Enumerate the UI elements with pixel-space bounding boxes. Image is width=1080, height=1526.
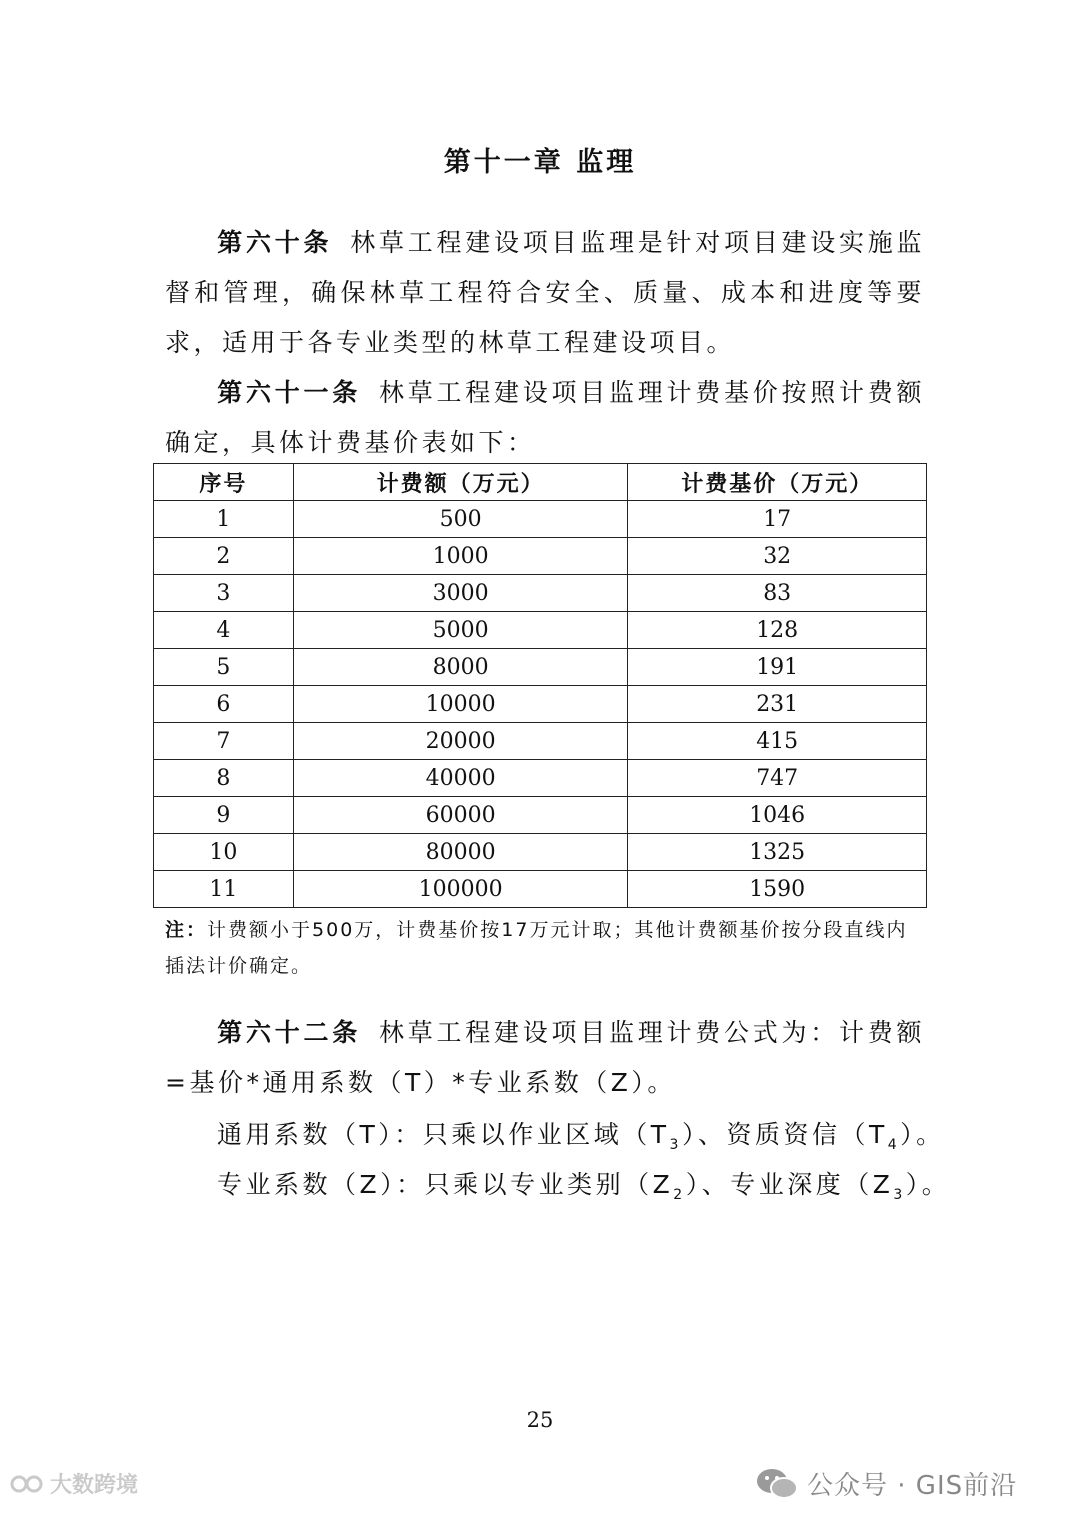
cell-base-price: 128: [628, 612, 927, 649]
article-61-text: 林草工程建设项目监理计费基价按照计费额确定，具体计费基价表如下：: [165, 378, 925, 457]
fee-table: [153, 463, 927, 908]
cell-index: 5: [154, 649, 294, 686]
article-61: [165, 368, 925, 468]
cell-index: 3: [154, 575, 294, 612]
coef-t-mid: ）、资质资信（T: [681, 1120, 888, 1149]
table-row: [154, 797, 927, 834]
cell-base-price: 415: [628, 723, 927, 760]
table-row: [154, 760, 927, 797]
table-row: [154, 723, 927, 760]
table-row: [154, 649, 927, 686]
chapter-title: 第十一章 监理: [443, 147, 637, 178]
article-60-text: 林草工程建设项目监理是针对项目建设实施监督和管理，确保林草工程符合安全、质量、成本和进度等要求，适用于各专业类型的林草工程建设项目。: [165, 228, 925, 357]
table-row: [154, 871, 927, 908]
cell-base-price: 17: [628, 501, 927, 538]
header-base-price: 计费基价（万元）: [628, 464, 927, 501]
table-row: [154, 501, 927, 538]
coefficient-z-line: [217, 1165, 950, 1203]
coef-z-prefix: 专业系数（Z）：只乘以专业类别（Z: [217, 1170, 674, 1199]
cell-index: 9: [154, 797, 294, 834]
cell-fee-amount: 3000: [293, 575, 628, 612]
cell-index: 7: [154, 723, 294, 760]
coef-t-prefix: 通用系数（T）：只乘以作业区域（T: [217, 1120, 670, 1149]
table-row: [154, 575, 927, 612]
watermark-logo-icon: [10, 1473, 44, 1495]
table-row: [154, 686, 927, 723]
table-row: [154, 538, 927, 575]
coef-z-sub2: 3: [893, 1187, 906, 1203]
article-62-text: 林草工程建设项目监理计费公式为：计费额=基价*通用系数（T）*专业系数（Z）。: [165, 1018, 925, 1097]
article-62-heading: 第六十二条: [217, 1018, 361, 1047]
cell-index: 1: [154, 501, 294, 538]
watermark-right: [755, 1465, 1017, 1502]
cell-index: 10: [154, 834, 294, 871]
coef-z-mid: ）、专业深度（Z: [685, 1170, 894, 1199]
cell-base-price: 747: [628, 760, 927, 797]
header-fee-amount: 计费额（万元）: [293, 464, 628, 501]
cell-index: 4: [154, 612, 294, 649]
cell-fee-amount: 1000: [293, 538, 628, 575]
coef-z-sub1: 2: [673, 1187, 686, 1203]
watermark-left: [10, 1468, 138, 1499]
cell-base-price: 191: [628, 649, 927, 686]
header-index: 序号: [154, 464, 294, 501]
note-label: 注：: [165, 919, 208, 941]
watermark-left-text: 大数跨境: [50, 1473, 139, 1498]
article-60-heading: 第六十条: [217, 228, 333, 257]
note-text: 计费额小于500万，计费基价按17万元计取；其他计费额基价按分段直线内插法计价确定。: [165, 919, 908, 977]
cell-fee-amount: 20000: [293, 723, 628, 760]
cell-base-price: 1046: [628, 797, 927, 834]
watermark-right-text: 公众号 · GIS前沿: [807, 1471, 1018, 1501]
table-row: [154, 612, 927, 649]
cell-fee-amount: 10000: [293, 686, 628, 723]
article-62: [165, 1008, 925, 1108]
cell-fee-amount: 100000: [293, 871, 628, 908]
cell-base-price: 1325: [628, 834, 927, 871]
article-61-heading: 第六十一条: [217, 378, 361, 407]
article-60: [165, 218, 925, 368]
cell-fee-amount: 500: [293, 501, 628, 538]
table-row: [154, 834, 927, 871]
cell-base-price: 32: [628, 538, 927, 575]
cell-fee-amount: 40000: [293, 760, 628, 797]
cell-base-price: 231: [628, 686, 927, 723]
cell-fee-amount: 5000: [293, 612, 628, 649]
table-header-row: [154, 464, 927, 501]
cell-base-price: 83: [628, 575, 927, 612]
page-number: 25: [526, 1408, 554, 1432]
table-note: [165, 912, 925, 984]
cell-fee-amount: 8000: [293, 649, 628, 686]
coef-t-sub1: 3: [669, 1137, 682, 1153]
wechat-icon: [755, 1467, 799, 1501]
coef-z-suffix: ）。: [905, 1170, 951, 1199]
coef-t-sub2: 4: [887, 1137, 901, 1153]
cell-fee-amount: 60000: [293, 797, 628, 834]
cell-index: 2: [154, 538, 294, 575]
coef-t-suffix: ）。: [900, 1120, 945, 1149]
cell-fee-amount: 80000: [293, 834, 628, 871]
coefficient-t-line: [217, 1115, 945, 1153]
cell-index: 8: [154, 760, 294, 797]
cell-base-price: 1590: [628, 871, 927, 908]
cell-index: 6: [154, 686, 294, 723]
cell-index: 11: [154, 871, 294, 908]
